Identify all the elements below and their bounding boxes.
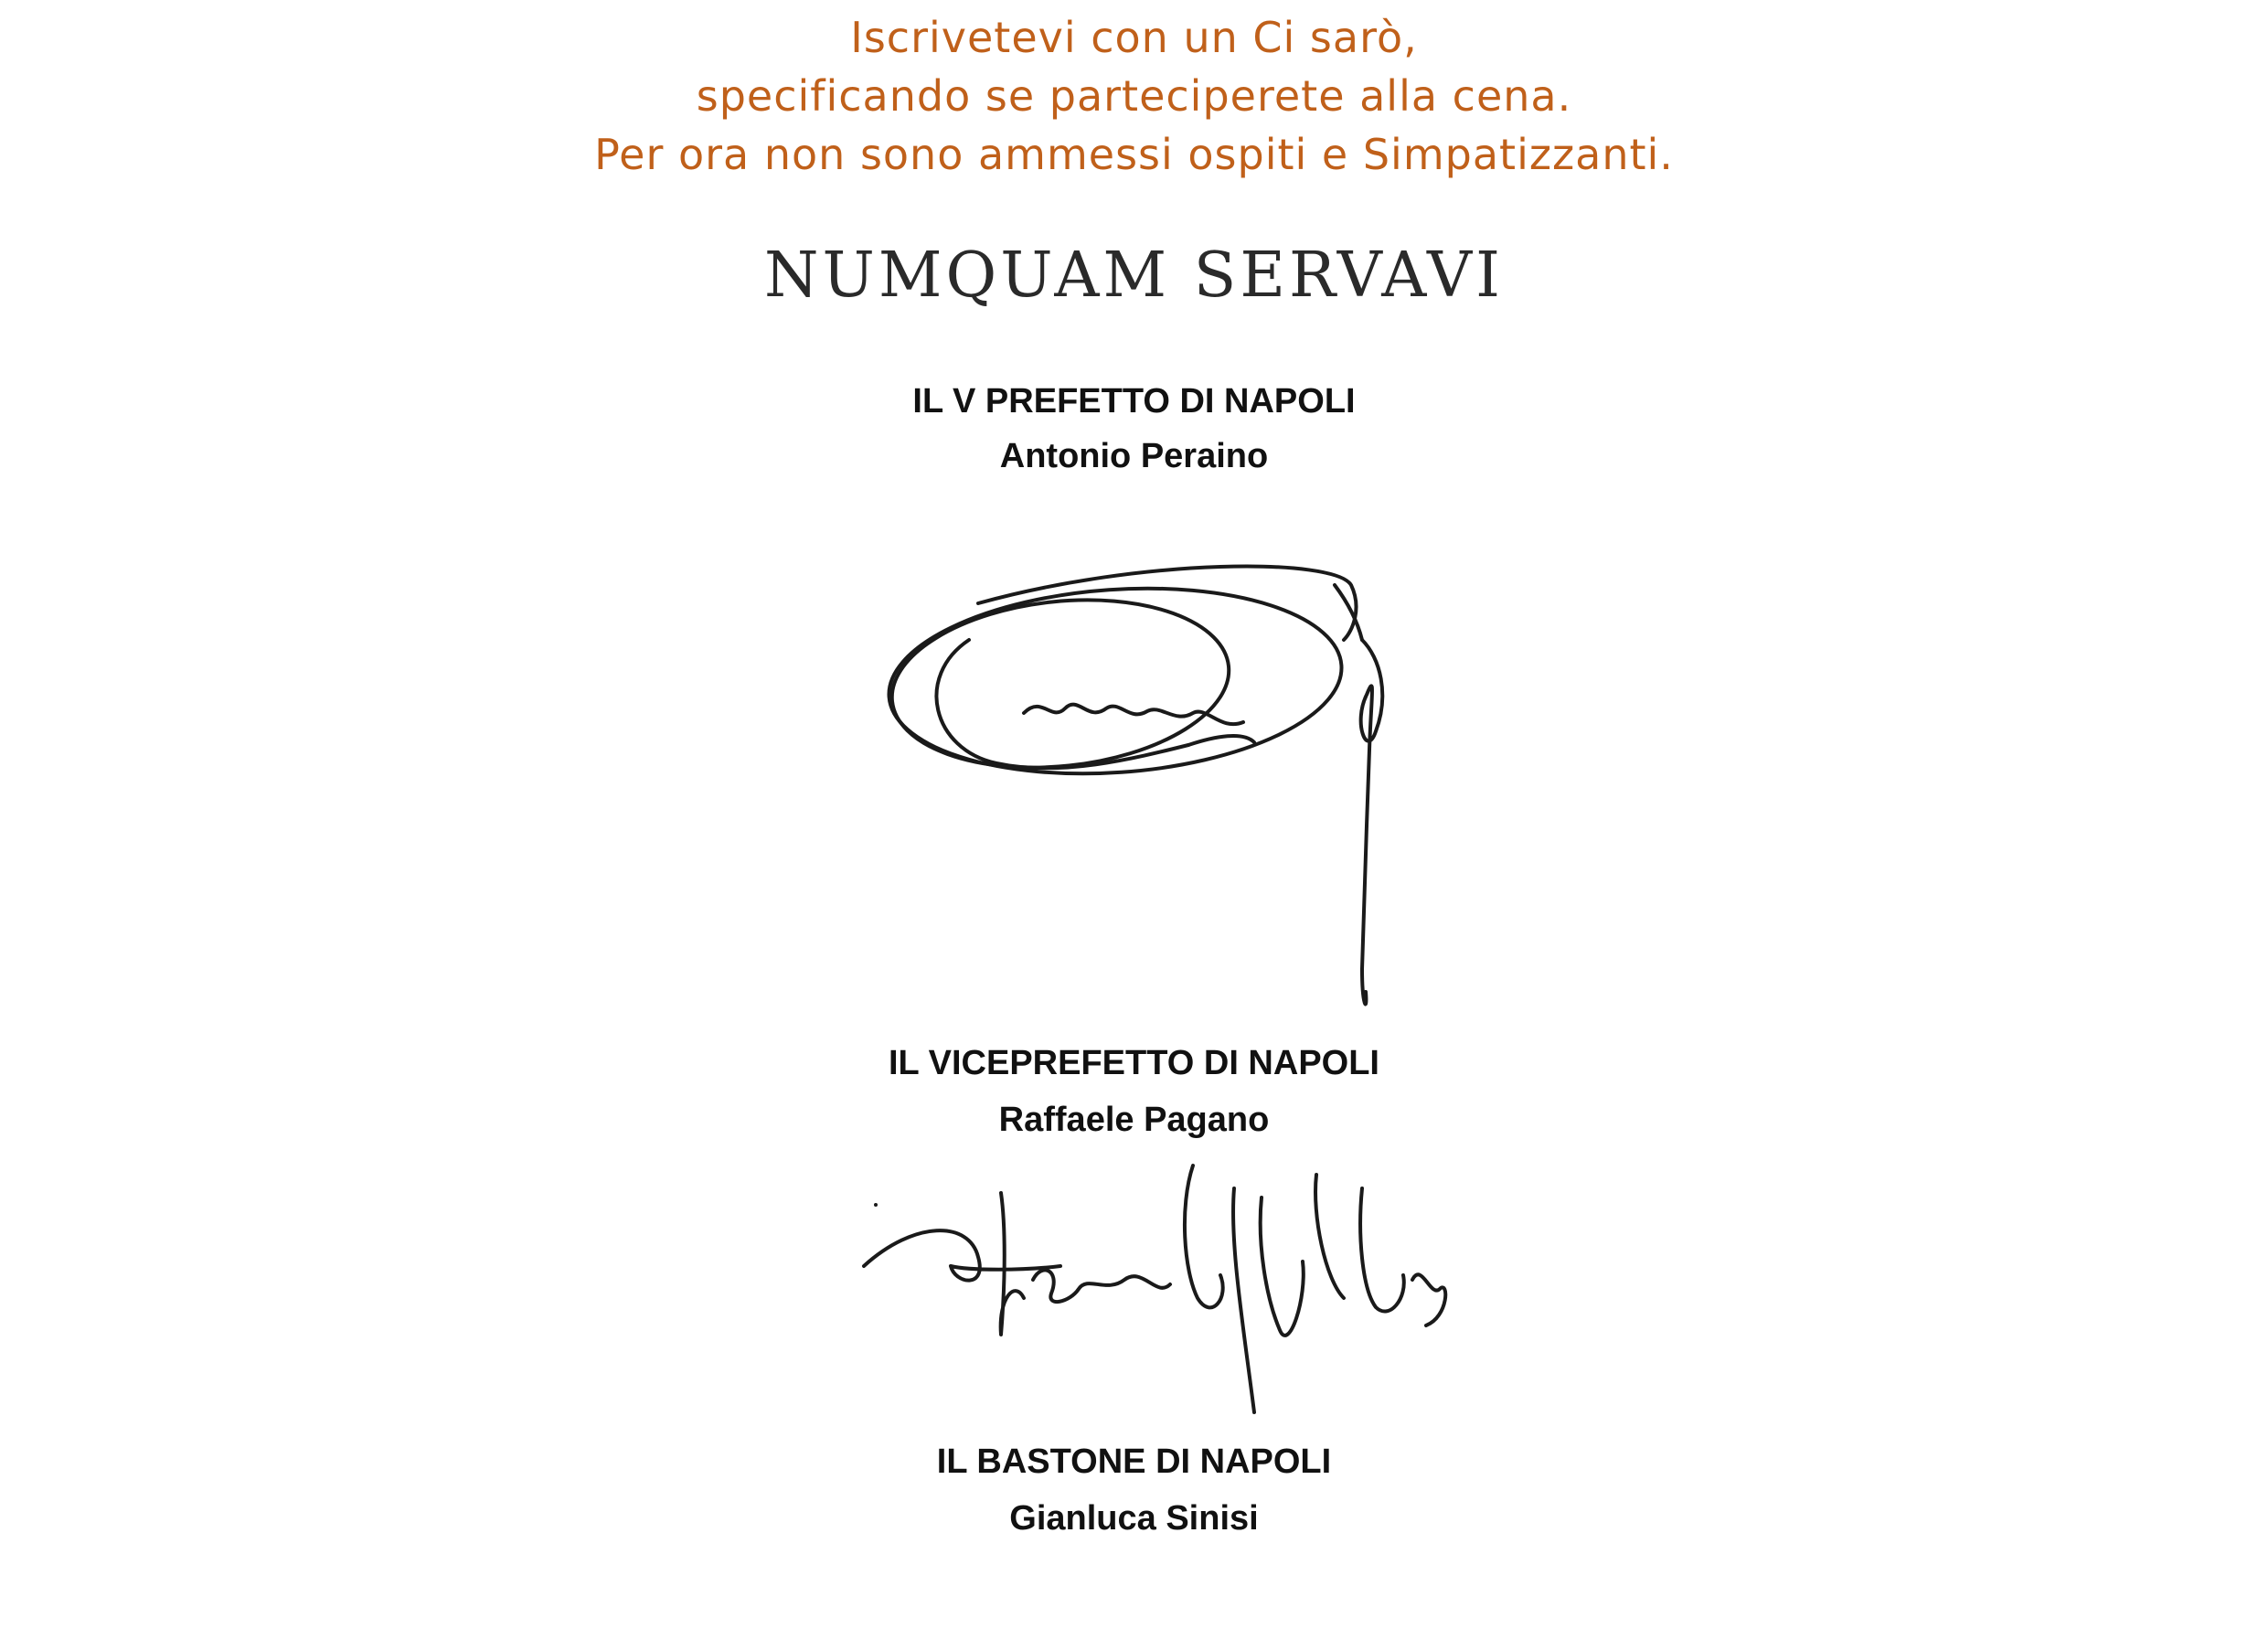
signatory-name-2: Raffaele Pagano bbox=[998, 1101, 1270, 1139]
signatory-role-2: IL VICEPREFETTO DI NAPOLI bbox=[889, 1044, 1379, 1082]
signatory-role-3: IL BASTONE DI NAPOLI bbox=[936, 1442, 1332, 1481]
signatory-name-3: Gianluca Sinisi bbox=[1009, 1499, 1259, 1538]
motto: NUMQUAM SERVAVI bbox=[764, 240, 1504, 312]
invitation-line-2: specificando se parteciperete alla cena. bbox=[696, 71, 1572, 121]
signatory-role-1: IL V PREFETTO DI NAPOLI bbox=[912, 382, 1356, 420]
invitation-line-1: Iscrivetevi con un Ci sarò, bbox=[850, 13, 1418, 62]
invitation-line-3: Per ora non sono ammessi ospiti e Simpatizzanti. bbox=[594, 130, 1674, 179]
signatory-name-1: Antonio Peraino bbox=[999, 437, 1269, 475]
